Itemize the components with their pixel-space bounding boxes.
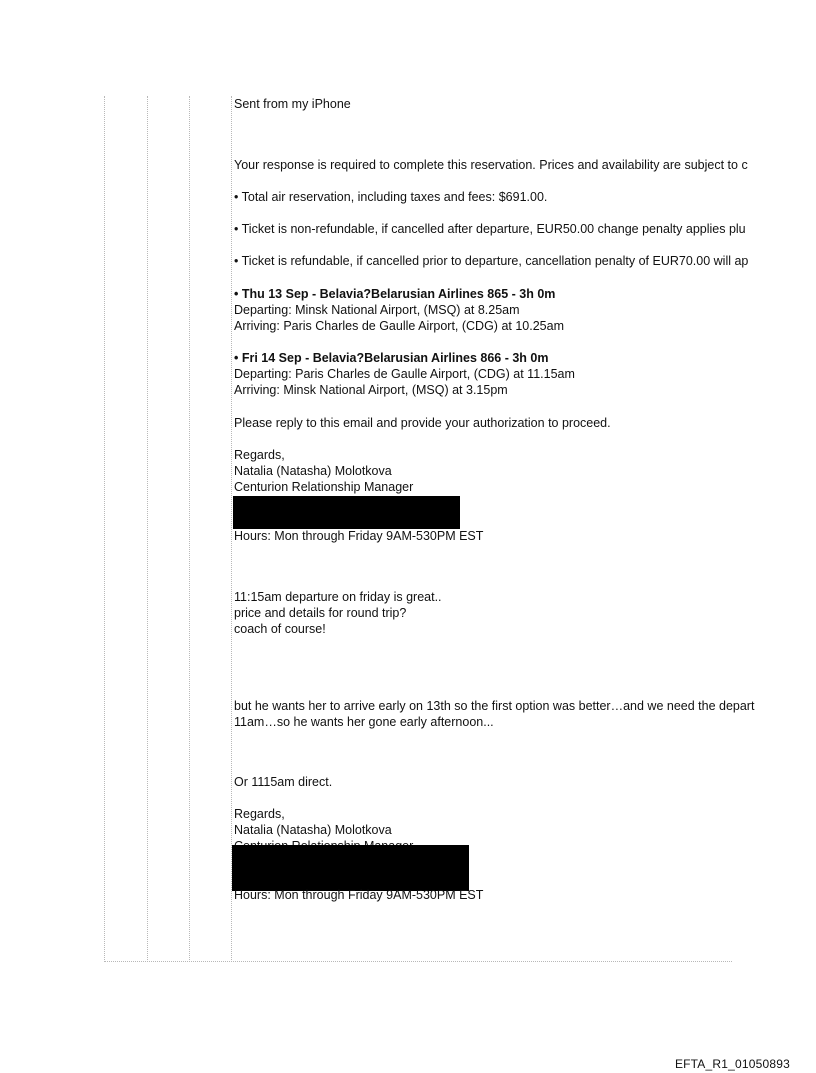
reply2-line: but he wants her to arrive early on 13th so the first option was better…and we need the depart: [234, 699, 755, 713]
reply1-line: price and details for round trip?: [234, 606, 407, 620]
redaction-block: [232, 845, 469, 891]
flight2-departing: Departing: Paris Charles de Gaulle Airport, (CDG) at 11.15am: [234, 367, 575, 381]
reply1-line: coach of course!: [234, 622, 326, 636]
table-border-left: [104, 96, 105, 962]
signature2-hours: Hours: Mon through Friday 9AM-530PM EST: [234, 888, 484, 902]
table-column-divider: [231, 96, 232, 962]
bullet-nonrefundable: • Ticket is non-refundable, if cancelled after departure, EUR50.00 change penalty applies plu: [234, 222, 746, 236]
signature1-hours: Hours: Mon through Friday 9AM-530PM EST: [234, 529, 484, 543]
sent-from-line: Sent from my iPhone: [234, 97, 351, 111]
table-column-divider: [189, 96, 190, 962]
flight1-departing: Departing: Minsk National Airport, (MSQ) at 8.25am: [234, 303, 520, 317]
bullet-total-price: • Total air reservation, including taxes and fees: $691.00.: [234, 190, 548, 204]
flight2-heading: • Fri 14 Sep - Belavia?Belarusian Airlines 866 - 3h 0m: [234, 351, 549, 365]
flight1-arriving: Arriving: Paris Charles de Gaulle Airport, (CDG) at 10.25am: [234, 319, 564, 333]
flight1-heading: • Thu 13 Sep - Belavia?Belarusian Airlines 865 - 3h 0m: [234, 287, 556, 301]
document-id: EFTA_R1_01050893: [674, 1057, 790, 1071]
reply1-line: 11:15am departure on friday is great..: [234, 590, 442, 604]
flight2-arriving: Arriving: Minsk National Airport, (MSQ) at 3.15pm: [234, 383, 508, 397]
table-column-divider: [147, 96, 148, 962]
reply2-line: 11am…so he wants her gone early afternoon...: [234, 715, 494, 729]
signature1-title: Centurion Relationship Manager: [234, 480, 414, 494]
redaction-block: [233, 496, 460, 529]
direct-option: Or 1115am direct.: [234, 775, 333, 789]
bullet-refundable: • Ticket is refundable, if cancelled prior to departure, cancellation penalty of EUR70.00 will ap: [234, 254, 749, 268]
signature2-regards: Regards,: [234, 807, 285, 821]
signature1-name: Natalia (Natasha) Molotkova: [234, 464, 392, 478]
reply-request: Please reply to this email and provide your authorization to proceed.: [234, 416, 611, 430]
signature2-name: Natalia (Natasha) Molotkova: [234, 823, 392, 837]
signature1-regards: Regards,: [234, 448, 285, 462]
table-bottom-border: [104, 961, 732, 962]
reservation-intro: Your response is required to complete this reservation. Prices and availability are subject to c: [234, 158, 748, 172]
